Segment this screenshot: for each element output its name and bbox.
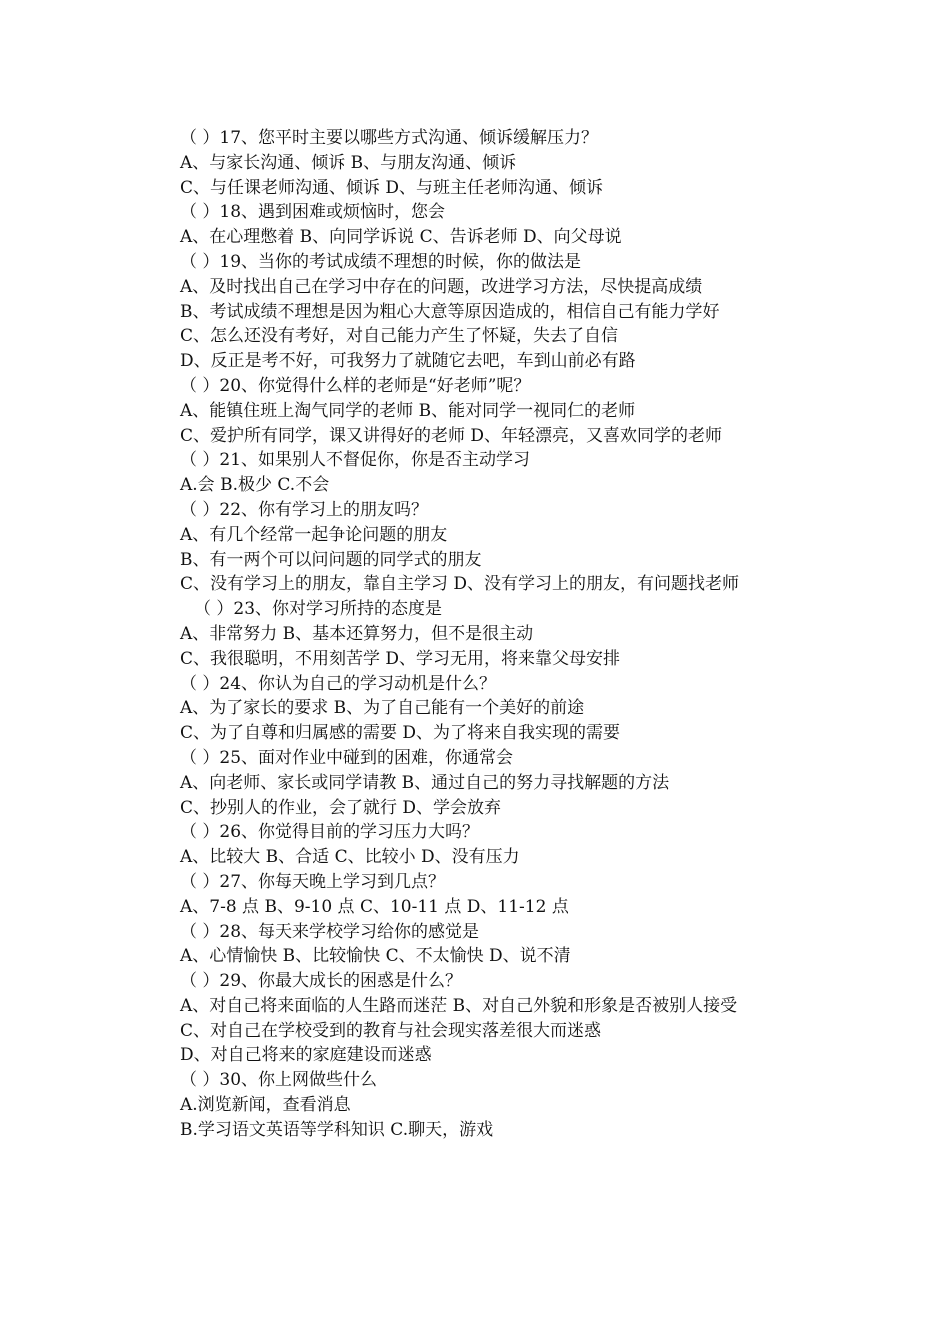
answer-options: A、能镇住班上淘气同学的老师 B、能对同学一视同仁的老师	[180, 400, 636, 421]
question-text: （ ）23、你对学习所持的态度是	[194, 599, 443, 620]
question-text: （ ）26、你觉得目前的学习压力大吗？	[180, 822, 480, 843]
answer-options: B、考试成绩不理想是因为粗心大意等原因造成的，相信自己有能力学好	[180, 301, 720, 322]
question-text: （ ）21、如果别人不督促你，你是否主动学习	[180, 450, 531, 471]
answer-options: C、爱护所有同学，课又讲得好的老师 D、年轻漂亮，又喜欢同学的老师	[180, 425, 723, 446]
answer-options: C、没有学习上的朋友，靠自主学习 D、没有学习上的朋友，有问题找老师	[180, 574, 740, 595]
answer-options: A、与家长沟通、倾诉 B、与朋友沟通、倾诉	[180, 152, 517, 173]
questionnaire-body	[180, 126, 880, 1143]
question-text: （ ）27、你每天晚上学习到几点？	[180, 871, 446, 892]
answer-options: A、非常努力 B、基本还算努力，但不是很主动	[180, 623, 534, 644]
answer-options: C、为了自尊和归属感的需要 D、为了将来自我实现的需要	[180, 723, 621, 744]
answer-options: A、及时找出自己在学习中存在的问题，改进学习方法，尽快提高成绩	[180, 276, 703, 297]
question-text: （ ）17、您平时主要以哪些方式沟通、倾诉缓解压力？	[180, 128, 599, 148]
answer-options: B、有一两个可以问问题的同学式的朋友	[180, 549, 482, 570]
answer-options: A、比较大 B、合适 C、比较小 D、没有压力	[180, 847, 520, 868]
question-text: （ ）29、你最大成长的困惑是什么？	[180, 971, 463, 992]
question-text: （ ）25、面对作业中碰到的困难，你通常会	[180, 747, 514, 768]
answer-options: C、我很聪明，不用刻苦学 D、学习无用，将来靠父母安排	[180, 648, 621, 669]
question-text: （ ）19、当你的考试成绩不理想的时候，你的做法是	[180, 251, 582, 272]
answer-options: A、向老师、家长或同学请教 B、通过自己的努力寻找解题的方法	[180, 772, 670, 793]
answer-options: A、为了家长的要求 B、为了自己能有一个美好的前途	[180, 698, 585, 719]
answer-options: D、对自己将来的家庭建设而迷惑	[180, 1045, 432, 1066]
question-text: （ ）28、每天来学校学习给你的感觉是	[180, 921, 480, 942]
answer-options: A.浏览新闻，查看消息	[180, 1095, 351, 1116]
answer-options: A、对自己将来面临的人生路而迷茫 B、对自己外貌和形象是否被别人接受	[180, 995, 738, 1016]
answer-options: A、有几个经常一起争论问题的朋友	[180, 524, 448, 545]
answer-options: C、对自己在学校受到的教育与社会现实落差很大而迷惑	[180, 1020, 602, 1041]
answer-options: A、7-8 点 B、9-10 点 C、10-11 点 D、11-12 点	[180, 896, 569, 917]
question-text: （ ）18、遇到困难或烦恼时，您会	[180, 202, 446, 223]
question-text: （ ）24、你认为自己的学习动机是什么？	[180, 673, 497, 694]
answer-options: B.学习语文英语等学科知识 C.聊天，游戏	[180, 1119, 494, 1140]
question-text: （ ）22、你有学习上的朋友吗？	[180, 499, 429, 520]
answer-options: A.会 B.极少 C.不会	[180, 475, 330, 496]
answer-options: D、反正是考不好，可我努力了就随它去吧，车到山前必有路	[180, 351, 636, 372]
question-text: （ ）20、你觉得什么样的老师是“好老师”呢？	[180, 375, 531, 396]
answer-options: C、与任课老师沟通、倾诉 D、与班主任老师沟通、倾诉	[180, 177, 604, 198]
question-text: （ ）30、你上网做些什么	[180, 1070, 378, 1091]
answer-options: C、抄别人的作业，会了就行 D、学会放弃	[180, 797, 502, 818]
answer-options: A、心情愉快 B、比较愉快 C、不太愉快 D、说不清	[180, 946, 571, 967]
answer-options: A、在心理憋着 B、向同学诉说 C、告诉老师 D、向父母说	[180, 227, 622, 248]
answer-options: C、怎么还没有考好，对自己能力产生了怀疑，失去了自信	[180, 326, 619, 347]
